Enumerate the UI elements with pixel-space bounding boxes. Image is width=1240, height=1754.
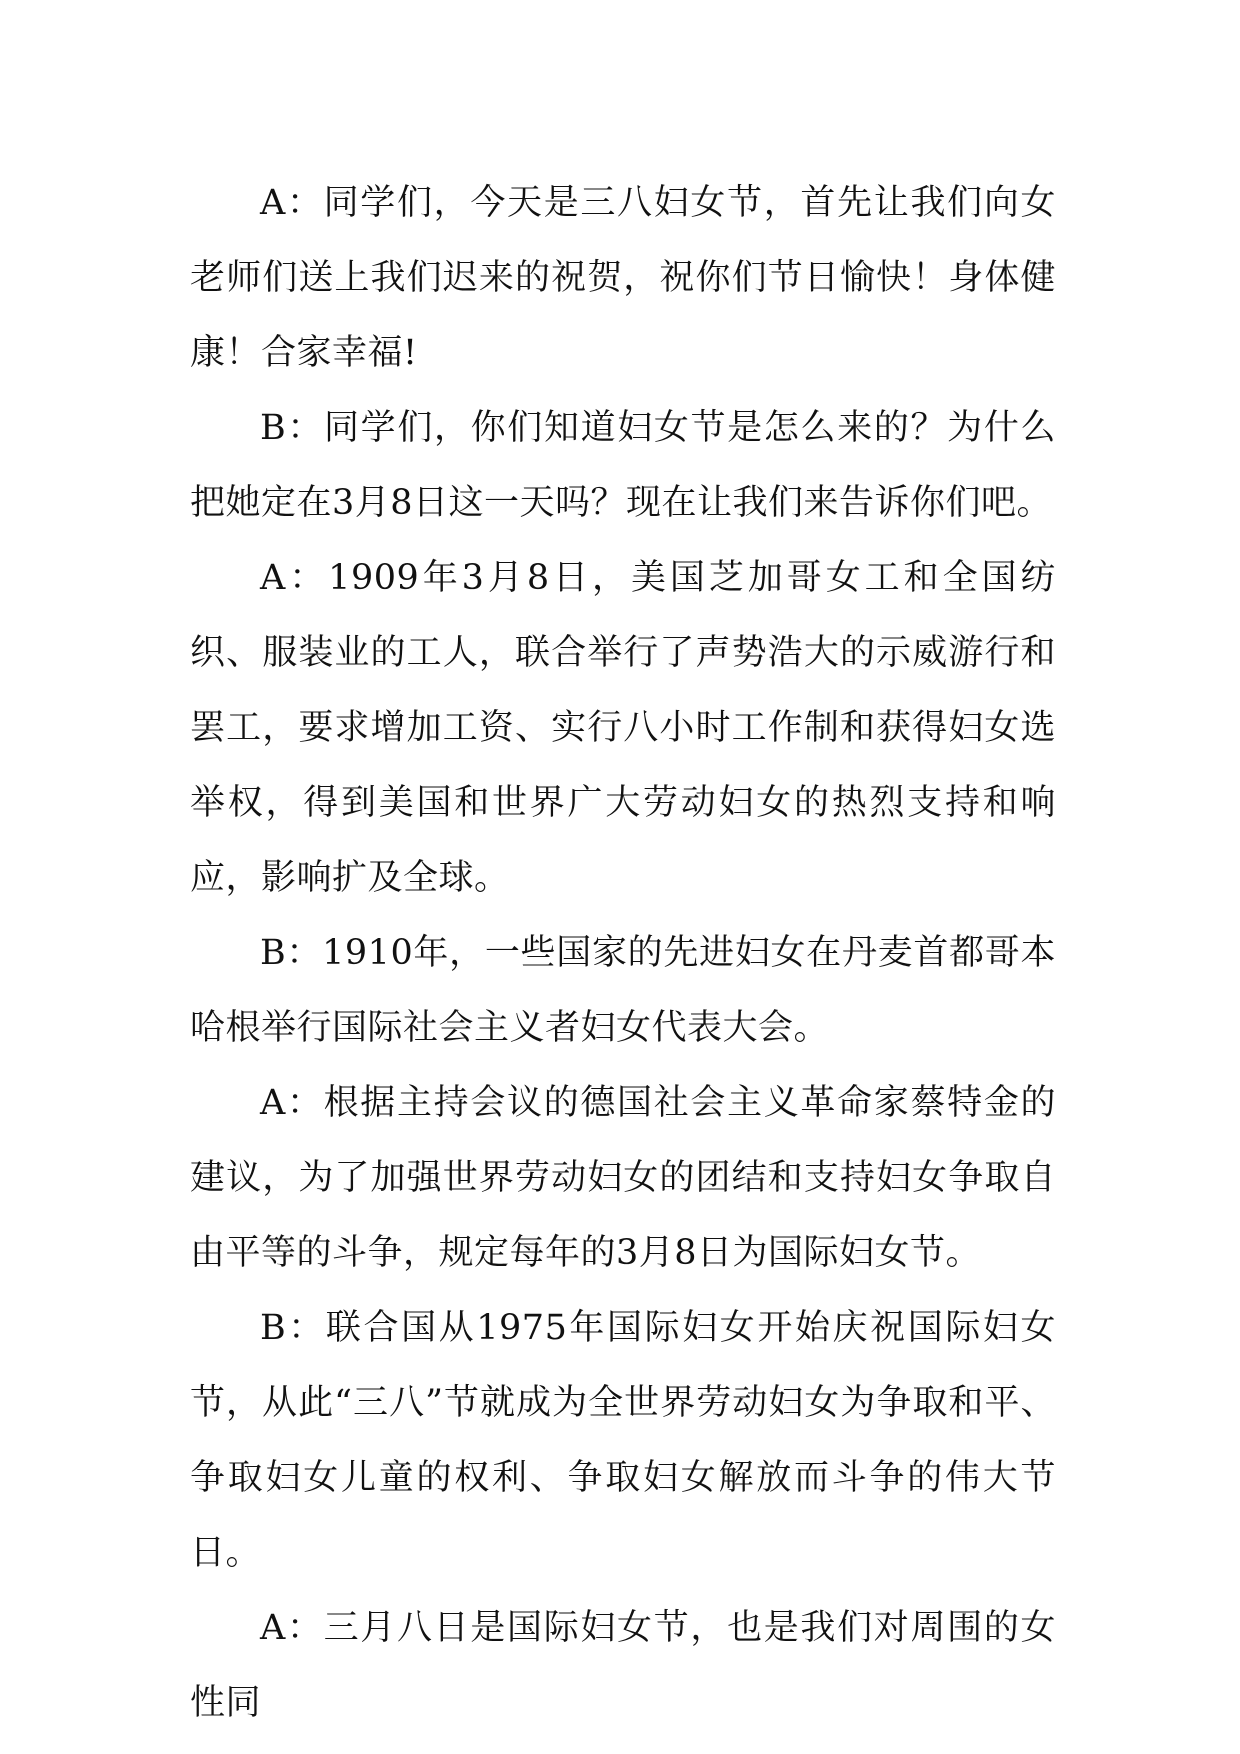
paragraph-greeting: A：同学们，今天是三八妇女节，首先让我们向女老师们送上我们迟来的祝贺，祝你们节日愉快！身体健康！合家幸福! <box>190 183 1056 373</box>
paragraph-question: B：同学们，你们知道妇女节是怎么来的？为什么把她定在3月8日这一天吗？现在让我们来告诉你们吧。 <box>190 408 1056 523</box>
paragraph-closing: A：三月八日是国际妇女节，也是我们对周围的女性同 <box>190 1608 1056 1723</box>
paragraph-un-1975: B：联合国从1975年国际妇女开始庆祝国际妇女节，从此“三八”节就成为全世界劳动妇女为争取和平、争取妇女儿童的权利、争取妇女解放而斗争的伟大节日。 <box>190 1308 1056 1573</box>
paragraph-zetkin-proposal: A：根据主持会议的德国社会主义革命家蔡特金的建议，为了加强世界劳动妇女的团结和支持妇女争取自由平等的斗争，规定每年的3月8日为国际妇女节。 <box>190 1083 1056 1273</box>
paragraph-1910-conference: B：1910年，一些国家的先进妇女在丹麦首都哥本哈根举行国际社会主义者妇女代表大会。 <box>190 933 1056 1048</box>
document-page <box>190 166 1056 1741</box>
paragraph-1909-history: A：1909年3月8日，美国芝加哥女工和全国纺织、服装业的工人，联合举行了声势浩大的示威游行和罢工，要求增加工资、实行八小时工作制和获得妇女选举权，得到美国和世界广大劳动妇女的热烈支持和响应，影响扩及全球。 <box>190 558 1056 898</box>
